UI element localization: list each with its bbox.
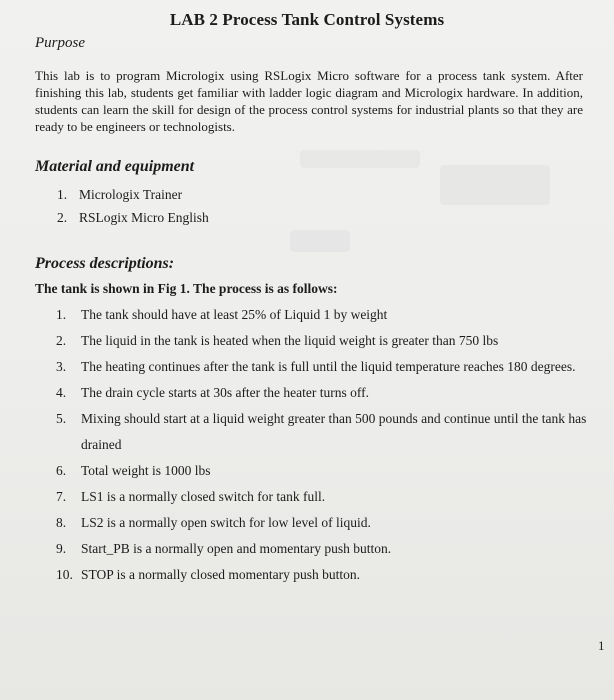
list-item-text: Start_PB is a normally open and momentary push button. (81, 541, 392, 556)
list-item-number: 1. (57, 187, 68, 202)
materials-list (57, 187, 209, 233)
list-item-number: 4. (56, 385, 67, 400)
list-item (56, 484, 596, 510)
process-intro: The tank is shown in Fig 1. The process is as follows: (35, 281, 338, 296)
list-item-number: 2. (57, 210, 68, 225)
list-item (57, 210, 209, 233)
process-steps-list (56, 302, 596, 588)
process-heading: Process descriptions: (35, 255, 175, 272)
list-item (57, 187, 209, 210)
list-item-text: The tank should have at least 25% of Liquid 1 by weight (81, 307, 388, 322)
list-item-number: 5. (56, 411, 67, 426)
list-item-number: 10. (56, 567, 73, 582)
bleed-through-mark (440, 165, 550, 205)
bleed-through-mark (290, 230, 350, 252)
list-item-number: 2. (56, 333, 67, 348)
list-item-text: RSLogix Micro English (79, 210, 209, 225)
purpose-heading: Purpose (35, 35, 85, 51)
list-item (56, 406, 596, 458)
list-item (56, 328, 596, 354)
page-number: 1 (598, 638, 605, 653)
list-item-number: 7. (56, 489, 67, 504)
list-item-number: 8. (56, 515, 67, 530)
list-item (56, 302, 596, 328)
list-item-text: The heating continues after the tank is full until the liquid temperature reaches 180 degrees. (81, 359, 576, 374)
list-item-text: Micrologix Trainer (79, 187, 183, 202)
list-item-text: LS2 is a normally open switch for low level of liquid. (81, 515, 371, 530)
list-item-text: Total weight is 1000 lbs (81, 463, 211, 478)
list-item (56, 380, 596, 406)
list-item-text: Mixing should start at a liquid weight greater than 500 pounds and continue until the tank has drained (81, 411, 587, 452)
bleed-through-mark (300, 150, 420, 168)
list-item-text: STOP is a normally closed momentary push button. (81, 567, 360, 582)
list-item-text: The drain cycle starts at 30s after the heater turns off. (81, 385, 370, 400)
list-item-number: 1. (56, 307, 67, 322)
list-item (56, 536, 596, 562)
purpose-paragraph: This lab is to program Micrologix using RSLogix Micro software for a process tank system. After finishing this lab, students get familiar with ladder logic diagram and Micrologix hardware. In addition, students can learn the skill for design of the process control systems for industrial plants so that they are ready to be engineers or technologists. (35, 68, 583, 134)
list-item (56, 458, 596, 484)
page-title: LAB 2 Process Tank Control Systems (169, 10, 445, 29)
list-item-number: 9. (56, 541, 67, 556)
list-item (56, 510, 596, 536)
list-item-text: The liquid in the tank is heated when the liquid weight is greater than 750 lbs (81, 333, 499, 348)
list-item-number: 6. (56, 463, 67, 478)
list-item-number: 3. (56, 359, 67, 374)
list-item (56, 354, 596, 380)
list-item-text: LS1 is a normally closed switch for tank full. (81, 489, 326, 504)
materials-heading: Material and equipment (35, 158, 195, 175)
list-item (56, 562, 596, 588)
